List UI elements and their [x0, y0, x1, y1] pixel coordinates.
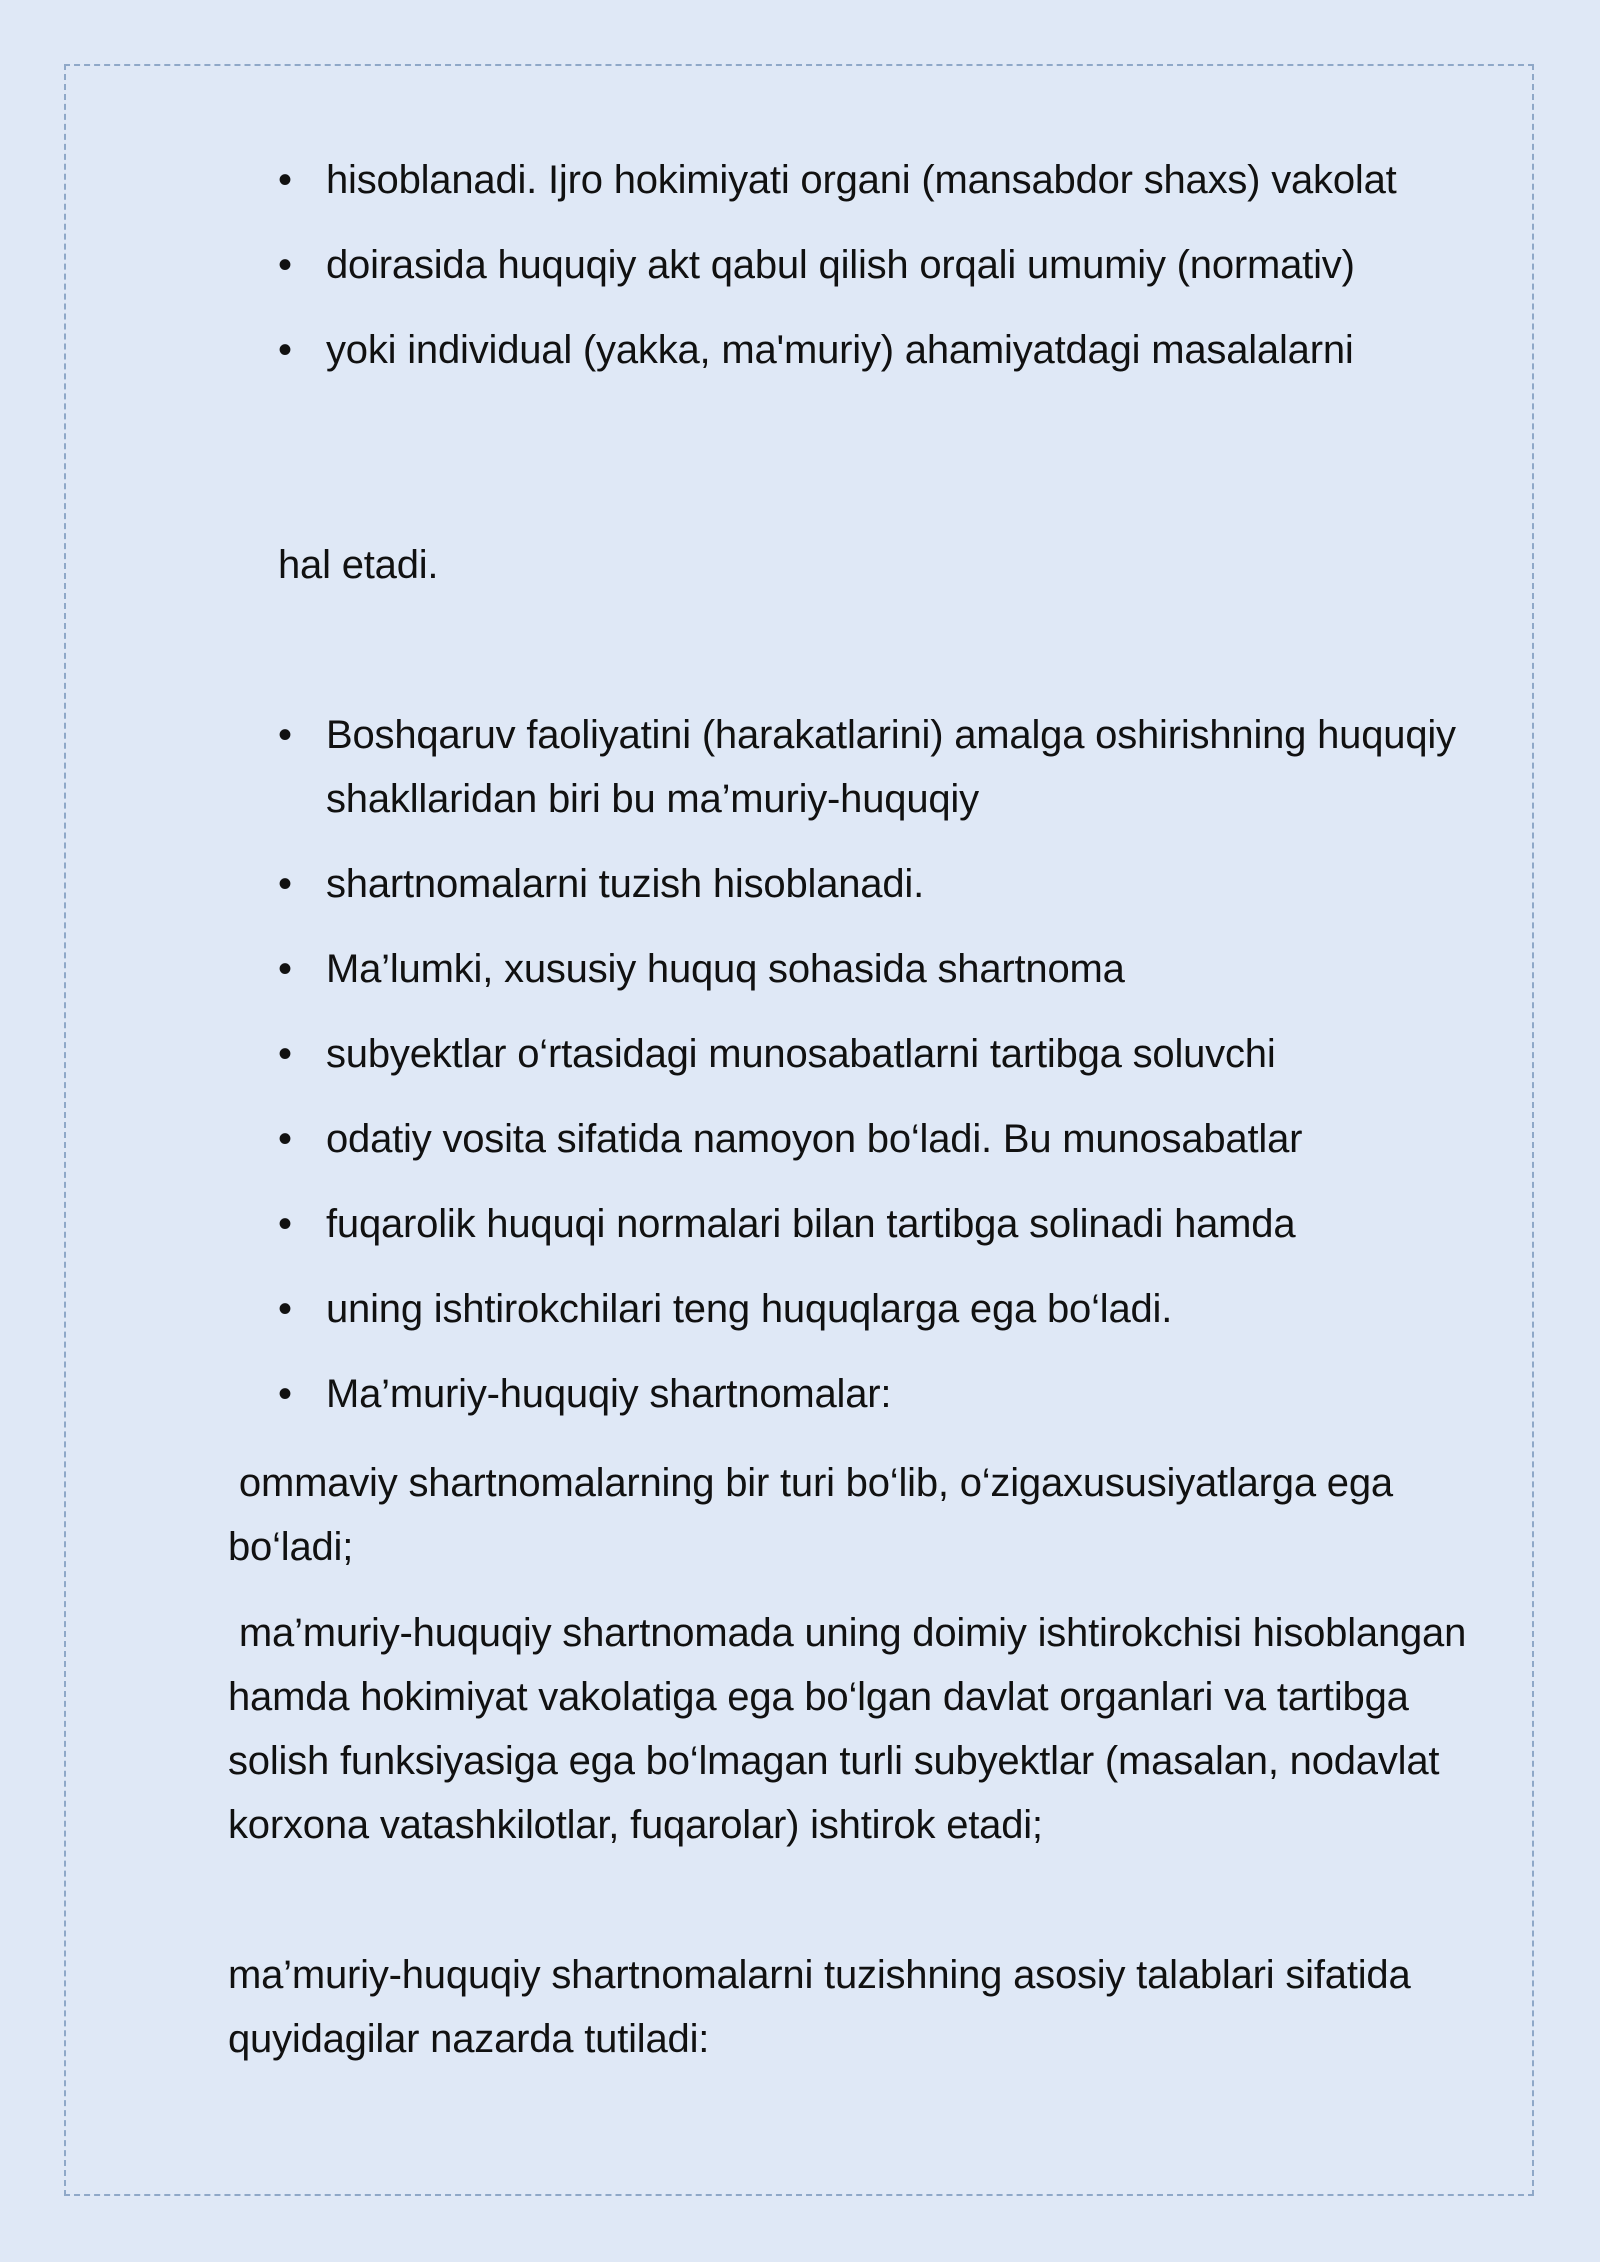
list-item: • Ma’lumki, xususiy huquq sohasida shartnoma — [278, 937, 1498, 1001]
list-item: • Boshqaruv faoliyatini (harakatlarini) amalga oshirishning huquqiy shakllaridan biri bu ma’muriy-huquqiy — [278, 703, 1498, 831]
list-item: • Ma’muriy-huquqiy shartnomalar: — [278, 1362, 1498, 1426]
paragraph: ma’muriy-huquqiy shartnomalarni tuzishning asosiy talablari sifatida quyidagilar nazarda tutiladi: — [228, 1953, 1411, 2061]
list-item: • uning ishtirokchilari teng huquqlarga ega bo‘ladi. — [278, 1277, 1498, 1341]
list-item: • odatiy vosita sifatida namoyon bo‘ladi. Bu munosabatlar — [278, 1107, 1498, 1171]
paragraph: ma’muriy-huquqiy shartnomada uning doimiy ishtirokchisi hisoblangan hamda hokimiyat vakolatiga ega bo‘lgan davlat organlari va tartibga solish funksiyasiga ega bo‘lmagan turli subyektlar (masalan, nodavlat korxona vatashkilotlar, fuqarolar) ishtirok etadi; — [228, 1611, 1478, 1847]
list-item: • yoki individual (yakka, ma'muriy) ahamiyatdagi masalalarni — [278, 318, 1498, 382]
list-item: • fuqarolik huquqi normalari bilan tartibga solinadi hamda — [278, 1192, 1498, 1256]
bullet-list-1 — [278, 148, 1498, 403]
bullet-list-2 — [278, 703, 1498, 1447]
list-item: • subyektlar o‘rtasidagi munosabatlarni tartibga soluvchi — [278, 1022, 1498, 1086]
list-item: • shartnomalarni tuzish hisoblanadi. — [278, 852, 1498, 916]
paragraph: ommaviy shartnomalarning bir turi bo‘lib, o‘zigaxususiyatlarga ega bo‘ladi; — [228, 1461, 1404, 1569]
list-tail-text: hal etadi. — [278, 543, 439, 587]
list-item: • doirasida huquqiy akt qabul qilish orqali umumiy (normativ) — [278, 233, 1498, 297]
list-item: • hisoblanadi. Ijro hokimiyati organi (mansabdor shaxs) vakolat — [278, 148, 1498, 212]
